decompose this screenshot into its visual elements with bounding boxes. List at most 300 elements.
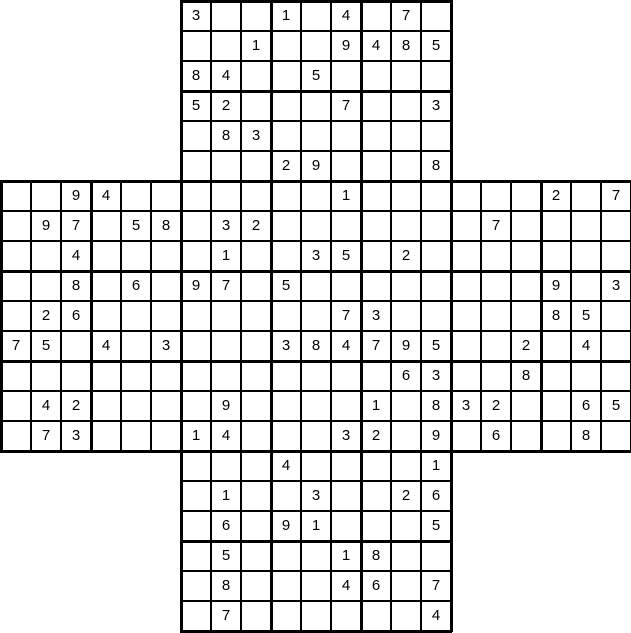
sudoku-cell-c12-r13[interactable]: 1 (361, 391, 391, 421)
sudoku-cell-c14-r14[interactable]: 9 (421, 421, 451, 451)
sudoku-cell-c13-r19[interactable] (391, 571, 421, 601)
sudoku-cell-c16-r7[interactable]: 7 (481, 211, 511, 241)
sudoku-cell-c1-r11[interactable]: 5 (31, 331, 61, 361)
sudoku-cell-c0-r11[interactable]: 7 (1, 331, 31, 361)
sudoku-cell-c9-r0[interactable]: 1 (271, 1, 301, 31)
sudoku-cell-c15-r13[interactable]: 3 (451, 391, 481, 421)
sudoku-cell-c9-r11[interactable]: 3 (271, 331, 301, 361)
sudoku-cell-c17-r8[interactable] (511, 241, 541, 271)
sudoku-cell-c16-r8[interactable] (481, 241, 511, 271)
sudoku-cell-c8-r0[interactable] (241, 1, 271, 31)
sudoku-cell-c1-r8[interactable] (31, 241, 61, 271)
sudoku-cell-c0-r8[interactable] (1, 241, 31, 271)
sudoku-cell-c7-r7[interactable]: 3 (211, 211, 241, 241)
sudoku-cell-c20-r6[interactable]: 7 (601, 181, 631, 211)
sudoku-cell-c6-r15[interactable] (181, 451, 211, 481)
sudoku-cell-c4-r13[interactable] (121, 391, 151, 421)
sudoku-cell-c7-r9[interactable]: 7 (211, 271, 241, 301)
sudoku-cell-c16-r14[interactable]: 6 (481, 421, 511, 451)
sudoku-cell-c11-r19[interactable]: 4 (331, 571, 361, 601)
sudoku-cell-c9-r3[interactable] (271, 91, 301, 121)
sudoku-cell-c9-r20[interactable] (271, 601, 301, 631)
sudoku-cell-c6-r10[interactable] (181, 301, 211, 331)
sudoku-cell-c14-r4[interactable] (421, 121, 451, 151)
sudoku-cell-c11-r2[interactable] (331, 61, 361, 91)
sudoku-cell-c10-r17[interactable]: 1 (301, 511, 331, 541)
sudoku-cell-c10-r6[interactable] (301, 181, 331, 211)
sudoku-cell-c8-r3[interactable] (241, 91, 271, 121)
sudoku-cell-c0-r10[interactable] (1, 301, 31, 331)
sudoku-cell-c8-r13[interactable] (241, 391, 271, 421)
sudoku-cell-c9-r5[interactable]: 2 (271, 151, 301, 181)
sudoku-cell-c11-r4[interactable] (331, 121, 361, 151)
sudoku-cell-c8-r10[interactable] (241, 301, 271, 331)
sudoku-cell-c9-r4[interactable] (271, 121, 301, 151)
sudoku-cell-c14-r11[interactable]: 5 (421, 331, 451, 361)
sudoku-cell-c20-r14[interactable] (601, 421, 631, 451)
sudoku-cell-c10-r3[interactable] (301, 91, 331, 121)
sudoku-cell-c19-r9[interactable] (571, 271, 601, 301)
sudoku-cell-c6-r16[interactable] (181, 481, 211, 511)
sudoku-cell-c14-r20[interactable]: 4 (421, 601, 451, 631)
sudoku-cell-c8-r5[interactable] (241, 151, 271, 181)
sudoku-cell-c8-r11[interactable] (241, 331, 271, 361)
sudoku-cell-c12-r9[interactable] (361, 271, 391, 301)
sudoku-cell-c20-r8[interactable] (601, 241, 631, 271)
sudoku-cell-c7-r11[interactable] (211, 331, 241, 361)
sudoku-cell-c17-r14[interactable] (511, 421, 541, 451)
sudoku-cell-c15-r9[interactable] (451, 271, 481, 301)
sudoku-cell-c7-r6[interactable] (211, 181, 241, 211)
sudoku-cell-c6-r9[interactable]: 9 (181, 271, 211, 301)
sudoku-cell-c18-r6[interactable]: 2 (541, 181, 571, 211)
sudoku-cell-c5-r13[interactable] (151, 391, 181, 421)
sudoku-cell-c14-r15[interactable]: 1 (421, 451, 451, 481)
sudoku-cell-c6-r13[interactable] (181, 391, 211, 421)
sudoku-cell-c19-r12[interactable] (571, 361, 601, 391)
sudoku-cell-c8-r17[interactable] (241, 511, 271, 541)
sudoku-cell-c5-r8[interactable] (151, 241, 181, 271)
sudoku-cell-c11-r13[interactable] (331, 391, 361, 421)
sudoku-cell-c13-r17[interactable] (391, 511, 421, 541)
sudoku-cell-c8-r9[interactable] (241, 271, 271, 301)
sudoku-cell-c17-r11[interactable]: 2 (511, 331, 541, 361)
sudoku-cell-c19-r13[interactable]: 6 (571, 391, 601, 421)
sudoku-cell-c10-r16[interactable]: 3 (301, 481, 331, 511)
sudoku-cell-c15-r7[interactable] (451, 211, 481, 241)
sudoku-cell-c5-r7[interactable]: 8 (151, 211, 181, 241)
sudoku-cell-c14-r8[interactable] (421, 241, 451, 271)
sudoku-cell-c1-r13[interactable]: 4 (31, 391, 61, 421)
sudoku-cell-c9-r1[interactable] (271, 31, 301, 61)
sudoku-cell-c20-r9[interactable]: 3 (601, 271, 631, 301)
sudoku-cell-c8-r15[interactable] (241, 451, 271, 481)
sudoku-cell-c11-r10[interactable]: 7 (331, 301, 361, 331)
sudoku-cell-c1-r6[interactable] (31, 181, 61, 211)
sudoku-cell-c3-r14[interactable] (91, 421, 121, 451)
sudoku-cell-c14-r3[interactable]: 3 (421, 91, 451, 121)
sudoku-cell-c8-r6[interactable] (241, 181, 271, 211)
sudoku-cell-c15-r12[interactable] (451, 361, 481, 391)
sudoku-cell-c6-r11[interactable] (181, 331, 211, 361)
sudoku-cell-c7-r1[interactable] (211, 31, 241, 61)
grid-line-center-bottom-band (0, 360, 631, 363)
sudoku-cell-c18-r8[interactable] (541, 241, 571, 271)
sudoku-cell-c3-r6[interactable]: 4 (91, 181, 121, 211)
sudoku-cell-c13-r10[interactable] (391, 301, 421, 331)
sudoku-cell-c7-r3[interactable]: 2 (211, 91, 241, 121)
sudoku-cell-c11-r1[interactable]: 9 (331, 31, 361, 61)
sudoku-cell-c17-r10[interactable] (511, 301, 541, 331)
grid-line-center-top-band (0, 270, 631, 273)
sudoku-cell-c14-r12[interactable]: 3 (421, 361, 451, 391)
sudoku-cell-c18-r14[interactable] (541, 421, 571, 451)
sudoku-cell-c13-r9[interactable] (391, 271, 421, 301)
sudoku-cell-c15-r8[interactable] (451, 241, 481, 271)
sudoku-cell-c8-r16[interactable] (241, 481, 271, 511)
sudoku-cell-c6-r7[interactable] (181, 211, 211, 241)
sudoku-cell-c3-r10[interactable] (91, 301, 121, 331)
sudoku-cell-c12-r4[interactable] (361, 121, 391, 151)
sudoku-cell-c0-r14[interactable] (1, 421, 31, 451)
sudoku-cell-c12-r11[interactable]: 7 (361, 331, 391, 361)
sudoku-cell-c8-r1[interactable]: 1 (241, 31, 271, 61)
sudoku-cell-c8-r7[interactable]: 2 (241, 211, 271, 241)
sudoku-cell-c9-r6[interactable] (271, 181, 301, 211)
sudoku-cell-c13-r7[interactable] (391, 211, 421, 241)
sudoku-cell-c6-r17[interactable] (181, 511, 211, 541)
sudoku-cell-c12-r3[interactable] (361, 91, 391, 121)
sudoku-cell-c13-r5[interactable] (391, 151, 421, 181)
sudoku-cell-c1-r14[interactable]: 7 (31, 421, 61, 451)
sudoku-cell-c1-r9[interactable] (31, 271, 61, 301)
sudoku-cell-c6-r19[interactable] (181, 571, 211, 601)
sudoku-cell-c1-r12[interactable] (31, 361, 61, 391)
sudoku-cell-c13-r15[interactable] (391, 451, 421, 481)
sudoku-cell-c12-r18[interactable]: 8 (361, 541, 391, 571)
sudoku-cell-c11-r6[interactable]: 1 (331, 181, 361, 211)
sudoku-cell-c7-r14[interactable]: 4 (211, 421, 241, 451)
sudoku-cell-c12-r20[interactable] (361, 601, 391, 631)
sudoku-cell-c16-r12[interactable] (481, 361, 511, 391)
sudoku-cell-c16-r9[interactable] (481, 271, 511, 301)
sudoku-cell-c8-r2[interactable] (241, 61, 271, 91)
sudoku-cell-c2-r9[interactable]: 8 (61, 271, 91, 301)
sudoku-cell-c14-r16[interactable]: 6 (421, 481, 451, 511)
sudoku-cell-c13-r8[interactable]: 2 (391, 241, 421, 271)
sudoku-cell-c14-r9[interactable] (421, 271, 451, 301)
sudoku-cell-c2-r8[interactable]: 4 (61, 241, 91, 271)
sudoku-cell-c2-r14[interactable]: 3 (61, 421, 91, 451)
sudoku-cell-c14-r1[interactable]: 5 (421, 31, 451, 61)
sudoku-cell-c7-r10[interactable] (211, 301, 241, 331)
sudoku-cell-c9-r13[interactable] (271, 391, 301, 421)
sudoku-cell-c10-r8[interactable]: 3 (301, 241, 331, 271)
sudoku-cell-c3-r8[interactable] (91, 241, 121, 271)
sudoku-cell-c14-r2[interactable] (421, 61, 451, 91)
sudoku-cell-c16-r11[interactable] (481, 331, 511, 361)
sudoku-cell-c10-r10[interactable] (301, 301, 331, 331)
sudoku-cell-c9-r10[interactable] (271, 301, 301, 331)
sudoku-cell-c7-r12[interactable] (211, 361, 241, 391)
sudoku-cell-c18-r11[interactable] (541, 331, 571, 361)
sudoku-cell-c11-r18[interactable]: 1 (331, 541, 361, 571)
sudoku-cell-c10-r15[interactable] (301, 451, 331, 481)
sudoku-cell-c7-r13[interactable]: 9 (211, 391, 241, 421)
sudoku-cell-c13-r13[interactable] (391, 391, 421, 421)
sudoku-cell-c14-r17[interactable]: 5 (421, 511, 451, 541)
sudoku-cell-c11-r0[interactable]: 4 (331, 1, 361, 31)
sudoku-cell-c16-r13[interactable]: 2 (481, 391, 511, 421)
sudoku-cell-c3-r9[interactable] (91, 271, 121, 301)
sudoku-cell-c11-r11[interactable]: 4 (331, 331, 361, 361)
sudoku-cell-c9-r8[interactable] (271, 241, 301, 271)
sudoku-cell-c10-r13[interactable] (301, 391, 331, 421)
sudoku-cell-c9-r2[interactable] (271, 61, 301, 91)
sudoku-cell-c10-r0[interactable] (301, 1, 331, 31)
sudoku-cell-c1-r7[interactable]: 9 (31, 211, 61, 241)
sudoku-cell-c12-r2[interactable] (361, 61, 391, 91)
sudoku-cell-c17-r9[interactable] (511, 271, 541, 301)
sudoku-cell-c7-r5[interactable] (211, 151, 241, 181)
sudoku-cell-c6-r8[interactable] (181, 241, 211, 271)
sudoku-cell-c14-r5[interactable]: 8 (421, 151, 451, 181)
sudoku-cell-c13-r4[interactable] (391, 121, 421, 151)
sudoku-cell-c13-r18[interactable] (391, 541, 421, 571)
sudoku-cell-c9-r15[interactable]: 4 (271, 451, 301, 481)
sudoku-cell-c12-r10[interactable]: 3 (361, 301, 391, 331)
sudoku-cell-c4-r10[interactable] (121, 301, 151, 331)
sudoku-cell-c11-r5[interactable] (331, 151, 361, 181)
sudoku-cell-c12-r12[interactable] (361, 361, 391, 391)
sudoku-cell-c5-r9[interactable] (151, 271, 181, 301)
sudoku-cell-c10-r12[interactable] (301, 361, 331, 391)
sudoku-cell-c15-r6[interactable] (451, 181, 481, 211)
sudoku-cell-c13-r3[interactable] (391, 91, 421, 121)
sudoku-cell-c2-r12[interactable] (61, 361, 91, 391)
sudoku-cell-c3-r11[interactable]: 4 (91, 331, 121, 361)
sudoku-cell-c7-r4[interactable]: 8 (211, 121, 241, 151)
sudoku-cell-c16-r6[interactable] (481, 181, 511, 211)
sudoku-cell-c19-r11[interactable]: 4 (571, 331, 601, 361)
grid-line-top-grid-top (180, 0, 452, 3)
sudoku-cell-c13-r6[interactable] (391, 181, 421, 211)
sudoku-cell-c10-r5[interactable]: 9 (301, 151, 331, 181)
sudoku-cell-c0-r7[interactable] (1, 211, 31, 241)
sudoku-cell-c11-r14[interactable]: 3 (331, 421, 361, 451)
sudoku-cell-c13-r1[interactable]: 8 (391, 31, 421, 61)
sudoku-cell-c7-r2[interactable]: 4 (211, 61, 241, 91)
sudoku-cell-c12-r5[interactable] (361, 151, 391, 181)
sudoku-cell-c10-r2[interactable]: 5 (301, 61, 331, 91)
sudoku-cell-c6-r4[interactable] (181, 121, 211, 151)
sudoku-cell-c10-r7[interactable] (301, 211, 331, 241)
sudoku-cell-c6-r3[interactable]: 5 (181, 91, 211, 121)
sudoku-cell-c8-r14[interactable] (241, 421, 271, 451)
sudoku-cell-c12-r17[interactable] (361, 511, 391, 541)
sudoku-cell-c7-r0[interactable] (211, 1, 241, 31)
sudoku-cell-c9-r17[interactable]: 9 (271, 511, 301, 541)
sudoku-cell-c10-r1[interactable] (301, 31, 331, 61)
sudoku-cell-c13-r12[interactable]: 6 (391, 361, 421, 391)
sudoku-cell-c13-r14[interactable] (391, 421, 421, 451)
sudoku-cell-c3-r13[interactable] (91, 391, 121, 421)
sudoku-cell-c20-r12[interactable] (601, 361, 631, 391)
sudoku-cell-c14-r0[interactable] (421, 1, 451, 31)
sudoku-cell-c2-r11[interactable] (61, 331, 91, 361)
sudoku-cell-c8-r8[interactable] (241, 241, 271, 271)
sudoku-cell-c9-r7[interactable] (271, 211, 301, 241)
sudoku-cell-c15-r11[interactable] (451, 331, 481, 361)
sudoku-cell-c2-r7[interactable]: 7 (61, 211, 91, 241)
sudoku-cell-c17-r6[interactable] (511, 181, 541, 211)
sudoku-cell-c20-r11[interactable] (601, 331, 631, 361)
sudoku-cell-c20-r7[interactable] (601, 211, 631, 241)
sudoku-cell-c19-r14[interactable]: 8 (571, 421, 601, 451)
sudoku-cell-c19-r6[interactable] (571, 181, 601, 211)
sudoku-cell-c18-r10[interactable]: 8 (541, 301, 571, 331)
sudoku-cell-c5-r10[interactable] (151, 301, 181, 331)
sudoku-cell-c9-r19[interactable] (271, 571, 301, 601)
sudoku-cell-c11-r8[interactable]: 5 (331, 241, 361, 271)
sudoku-cell-c17-r12[interactable]: 8 (511, 361, 541, 391)
sudoku-cell-c14-r19[interactable]: 7 (421, 571, 451, 601)
sudoku-cell-c8-r4[interactable]: 3 (241, 121, 271, 151)
sudoku-cell-c20-r10[interactable] (601, 301, 631, 331)
sudoku-cell-c11-r17[interactable] (331, 511, 361, 541)
sudoku-cell-c9-r16[interactable] (271, 481, 301, 511)
sudoku-cell-c18-r9[interactable]: 9 (541, 271, 571, 301)
sudoku-cell-c6-r2[interactable]: 8 (181, 61, 211, 91)
sudoku-cell-c0-r9[interactable] (1, 271, 31, 301)
sudoku-cell-c10-r18[interactable] (301, 541, 331, 571)
sudoku-cell-c11-r20[interactable] (331, 601, 361, 631)
sudoku-cell-c3-r7[interactable] (91, 211, 121, 241)
sudoku-cell-c0-r6[interactable] (1, 181, 31, 211)
sudoku-cell-c12-r6[interactable] (361, 181, 391, 211)
sudoku-cell-c4-r9[interactable]: 6 (121, 271, 151, 301)
sudoku-cell-c6-r1[interactable] (181, 31, 211, 61)
sudoku-cell-c7-r16[interactable]: 1 (211, 481, 241, 511)
sudoku-cell-c5-r12[interactable] (151, 361, 181, 391)
sudoku-cell-c10-r19[interactable] (301, 571, 331, 601)
sudoku-cell-c2-r13[interactable]: 2 (61, 391, 91, 421)
sudoku-cell-c6-r14[interactable]: 1 (181, 421, 211, 451)
sudoku-cell-c11-r16[interactable] (331, 481, 361, 511)
sudoku-cell-c7-r20[interactable]: 7 (211, 601, 241, 631)
sudoku-cell-c7-r15[interactable] (211, 451, 241, 481)
sudoku-cell-c11-r15[interactable] (331, 451, 361, 481)
sudoku-cell-c13-r0[interactable]: 7 (391, 1, 421, 31)
sudoku-cell-c18-r12[interactable] (541, 361, 571, 391)
sudoku-cell-c6-r5[interactable] (181, 151, 211, 181)
sudoku-cell-c4-r12[interactable] (121, 361, 151, 391)
sudoku-cell-c7-r18[interactable]: 5 (211, 541, 241, 571)
sudoku-cell-c8-r19[interactable] (241, 571, 271, 601)
sudoku-cell-c15-r10[interactable] (451, 301, 481, 331)
sudoku-cell-c17-r13[interactable] (511, 391, 541, 421)
sudoku-cell-c14-r7[interactable] (421, 211, 451, 241)
sudoku-cell-c0-r12[interactable] (1, 361, 31, 391)
sudoku-cell-c10-r14[interactable] (301, 421, 331, 451)
sudoku-cell-c19-r10[interactable]: 5 (571, 301, 601, 331)
sudoku-cell-c14-r10[interactable] (421, 301, 451, 331)
sudoku-cell-c9-r18[interactable] (271, 541, 301, 571)
sudoku-cell-c13-r16[interactable]: 2 (391, 481, 421, 511)
sudoku-cell-c11-r3[interactable]: 7 (331, 91, 361, 121)
sudoku-cell-c5-r14[interactable] (151, 421, 181, 451)
sudoku-cell-c10-r4[interactable] (301, 121, 331, 151)
sudoku-cell-c12-r16[interactable] (361, 481, 391, 511)
sudoku-cell-c13-r2[interactable] (391, 61, 421, 91)
sudoku-cell-c9-r9[interactable]: 5 (271, 271, 301, 301)
sudoku-cell-c2-r6[interactable]: 9 (61, 181, 91, 211)
sudoku-cell-c16-r10[interactable] (481, 301, 511, 331)
sudoku-cell-c1-r10[interactable]: 2 (31, 301, 61, 331)
sudoku-cell-c4-r11[interactable] (121, 331, 151, 361)
sudoku-cell-c8-r20[interactable] (241, 601, 271, 631)
sudoku-cell-c15-r14[interactable] (451, 421, 481, 451)
sudoku-cell-c4-r8[interactable] (121, 241, 151, 271)
sudoku-cell-c11-r9[interactable] (331, 271, 361, 301)
sudoku-cell-c4-r6[interactable] (121, 181, 151, 211)
sudoku-cell-c10-r9[interactable] (301, 271, 331, 301)
sudoku-cell-c8-r12[interactable] (241, 361, 271, 391)
sudoku-cell-c6-r20[interactable] (181, 601, 211, 631)
sudoku-cell-c12-r15[interactable] (361, 451, 391, 481)
sudoku-cell-c4-r7[interactable]: 5 (121, 211, 151, 241)
sudoku-cell-c12-r14[interactable]: 2 (361, 421, 391, 451)
sudoku-cell-c6-r0[interactable]: 3 (181, 1, 211, 31)
sudoku-cell-c11-r7[interactable] (331, 211, 361, 241)
sudoku-cell-c0-r13[interactable] (1, 391, 31, 421)
sudoku-cell-c5-r6[interactable] (151, 181, 181, 211)
sudoku-cell-c7-r8[interactable]: 1 (211, 241, 241, 271)
sudoku-cell-c19-r8[interactable] (571, 241, 601, 271)
sudoku-cell-c13-r20[interactable] (391, 601, 421, 631)
sudoku-cell-c2-r10[interactable]: 6 (61, 301, 91, 331)
sudoku-cell-c19-r7[interactable] (571, 211, 601, 241)
sudoku-cell-c18-r7[interactable] (541, 211, 571, 241)
sudoku-cell-c20-r13[interactable]: 5 (601, 391, 631, 421)
sudoku-cell-c6-r6[interactable] (181, 181, 211, 211)
sudoku-cell-c10-r20[interactable] (301, 601, 331, 631)
sudoku-cell-c12-r8[interactable] (361, 241, 391, 271)
sudoku-cell-c8-r18[interactable] (241, 541, 271, 571)
sudoku-cell-c9-r12[interactable] (271, 361, 301, 391)
sudoku-cell-c13-r11[interactable]: 9 (391, 331, 421, 361)
sudoku-cell-c5-r11[interactable]: 3 (151, 331, 181, 361)
sudoku-cell-c6-r18[interactable] (181, 541, 211, 571)
sudoku-cell-c9-r14[interactable] (271, 421, 301, 451)
sudoku-cell-c17-r7[interactable] (511, 211, 541, 241)
sudoku-cell-c12-r0[interactable] (361, 1, 391, 31)
sudoku-cell-c14-r6[interactable] (421, 181, 451, 211)
sudoku-cell-c12-r1[interactable]: 4 (361, 31, 391, 61)
sudoku-cell-c11-r12[interactable] (331, 361, 361, 391)
sudoku-cell-c6-r12[interactable] (181, 361, 211, 391)
sudoku-cell-c12-r19[interactable]: 6 (361, 571, 391, 601)
sudoku-cell-c7-r17[interactable]: 6 (211, 511, 241, 541)
sudoku-cell-c18-r13[interactable] (541, 391, 571, 421)
sudoku-cell-c7-r19[interactable]: 8 (211, 571, 241, 601)
sudoku-cell-c4-r14[interactable] (121, 421, 151, 451)
sudoku-cell-c10-r11[interactable]: 8 (301, 331, 331, 361)
sudoku-cell-c14-r18[interactable] (421, 541, 451, 571)
sudoku-cell-c14-r13[interactable]: 8 (421, 391, 451, 421)
sudoku-cell-c3-r12[interactable] (91, 361, 121, 391)
sudoku-cell-c12-r7[interactable] (361, 211, 391, 241)
